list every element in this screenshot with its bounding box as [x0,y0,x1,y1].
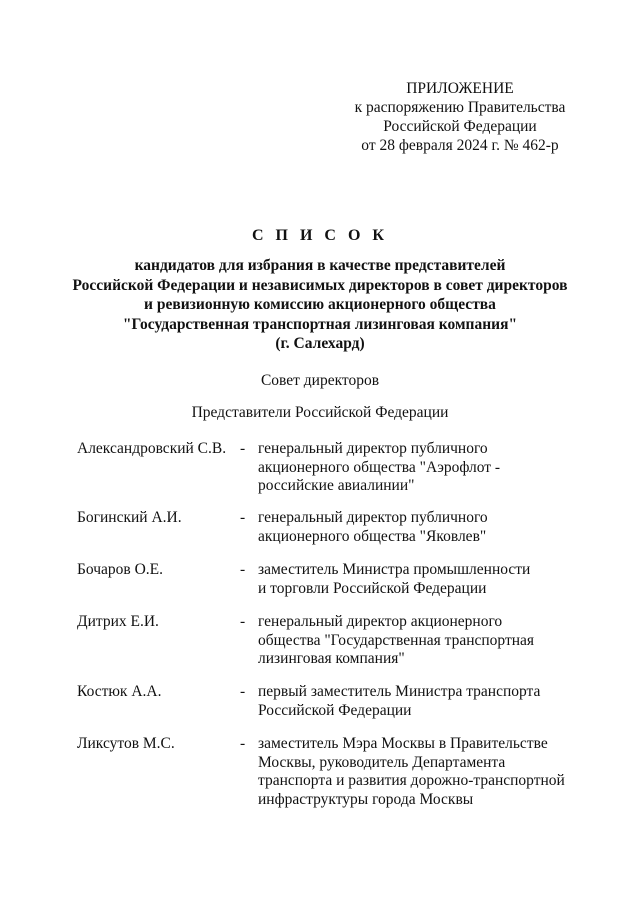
appendix-date-line: от 28 февраля 2024 г. № 462-р [361,137,559,154]
candidate-position [258,613,578,669]
entry-dash: - [240,613,246,630]
document-title-block [0,226,640,354]
position-line: Российской Федерации [258,701,412,719]
subtitle-line: Российской Федерации и независимых директоров в совет директоров [72,276,568,294]
position-line: заместитель Министра промышленности [258,561,531,578]
position-line: транспорта и развития дорожно-транспортной [258,772,565,789]
position-line: генеральный директор публичного [258,440,488,457]
position-line: общества "Государственная транспортная [258,631,535,649]
candidate-position [258,683,578,720]
section-heading-representatives: Представители Российской Федерации [191,404,449,421]
appendix-order-line: к распоряжению Правительства [354,99,566,116]
position-line: и торговли Российской Федерации [258,579,487,597]
position-line: генеральный директор публичного [258,509,488,526]
candidate-position [258,509,578,546]
candidate-name: Костюк А.А. [77,683,162,700]
candidate-position [258,561,578,598]
entry-dash: - [240,440,246,457]
subtitle-line: кандидатов для избрания в качестве представителей [134,257,506,274]
appendix-title: ПРИЛОЖЕНИЕ [406,80,514,97]
entry-dash: - [240,561,246,578]
subtitle-line: (г. Салехард) [275,335,365,352]
candidate-name: Богинский А.И. [77,509,182,526]
appendix-authority-line: Российской Федерации [383,118,537,135]
position-line: заместитель Мэра Москвы в Правительстве [258,735,548,752]
appendix-header [340,79,580,155]
entry-dash: - [240,683,246,700]
entry-dash: - [240,735,246,752]
document-subtitle [0,256,640,354]
position-line: первый заместитель Министра транспорта [258,683,541,700]
subtitle-line: "Государственная транспортная лизинговая компания" [122,315,518,333]
position-line: инфраструктуры города Москвы [258,790,474,808]
position-line: акционерного общества "Яковлев" [258,527,487,545]
position-line: Москвы, руководитель Департамента [258,753,506,771]
position-line: акционерного общества "Аэрофлот - [258,458,501,476]
section-heading-board: Совет директоров [260,372,380,389]
entry-dash: - [240,509,246,526]
candidate-position [258,735,578,809]
position-line: российские авиалинии" [258,477,415,494]
candidate-name: Ликсутов М.С. [77,735,175,752]
position-line: генеральный директор акционерного [258,613,503,630]
position-line: лизинговая компания" [258,650,405,667]
document-title: С П И С О К [251,227,389,244]
candidate-name: Александровский С.В. [77,440,227,457]
candidate-name: Бочаров О.Е. [77,561,164,578]
candidate-position [258,440,578,496]
subtitle-line: и ревизионную комиссию акционерного общества [144,296,496,313]
candidate-name: Дитрих Е.И. [77,613,159,630]
